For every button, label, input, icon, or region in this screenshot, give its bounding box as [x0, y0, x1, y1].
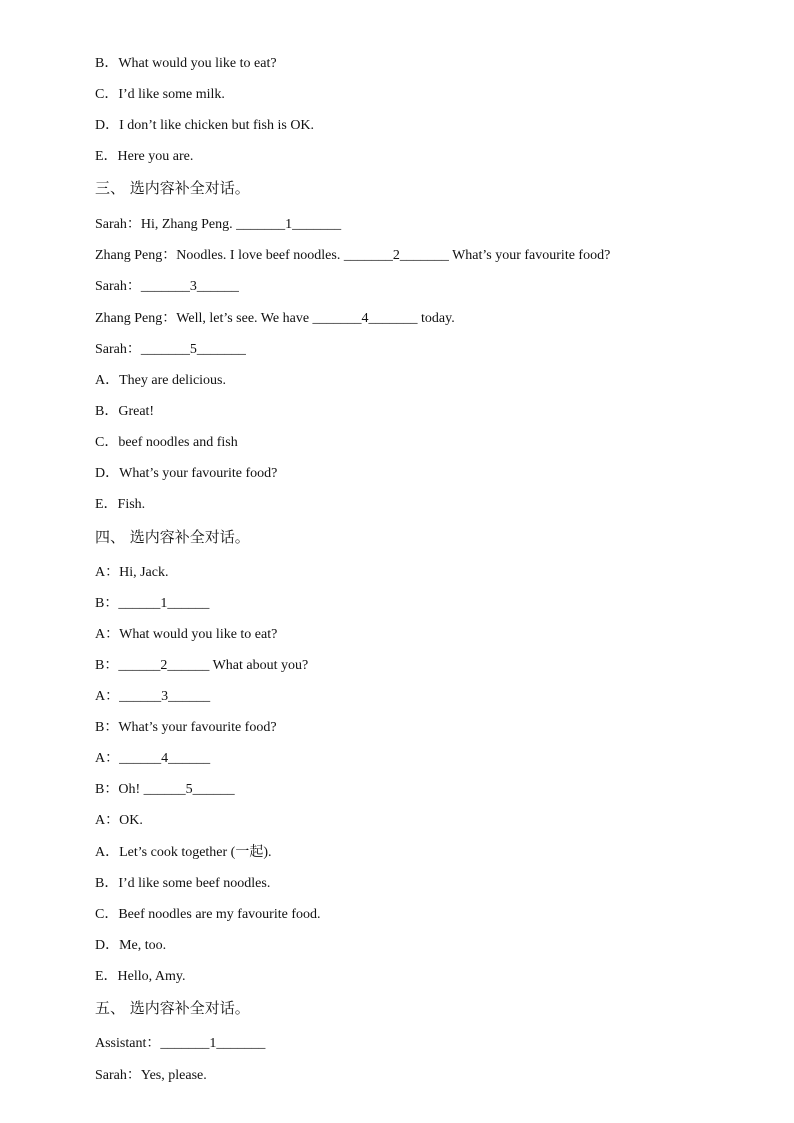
- dialogue-line: A：OK.: [95, 813, 143, 828]
- dialogue-line: B：What’s your favourite food?: [95, 720, 277, 735]
- dialogue-line: B：Oh! ______5______: [95, 782, 235, 797]
- dialogue-line: Zhang Peng：Noodles. I love beef noodles. _______2_______ What’s your favourite food?: [95, 248, 611, 263]
- option-line: A．Let’s cook together (一起).: [95, 845, 272, 860]
- dialogue-line: Assistant：_______1_______: [95, 1036, 266, 1051]
- option-line: D．Me, too.: [95, 938, 167, 953]
- section-heading: 三、 选内容补全对话。: [95, 179, 250, 197]
- option-line: C．Beef noodles are my favourite food.: [95, 907, 321, 922]
- dialogue-line: Sarah：_______3______: [95, 279, 239, 294]
- option-line: E．Fish.: [95, 497, 146, 512]
- dialogue-line: Zhang Peng：Well, let’s see. We have _______4_______ today.: [95, 311, 455, 326]
- section-heading: 五、 选内容补全对话。: [95, 999, 250, 1017]
- dialogue-line: A：What would you like to eat?: [95, 627, 278, 642]
- dialogue-line: A：Hi, Jack.: [95, 565, 169, 580]
- dialogue-line: A：______3______: [95, 689, 211, 704]
- dialogue-line: B：______1______: [95, 596, 210, 611]
- option-line: B．Great!: [95, 404, 155, 419]
- option-line: B．I’d like some beef noodles.: [95, 876, 271, 891]
- option-line: E．Hello, Amy.: [95, 969, 186, 984]
- dialogue-line: Sarah：_______5_______: [95, 342, 246, 357]
- option-line: E．Here you are.: [95, 149, 194, 164]
- option-line: C．I’d like some milk.: [95, 87, 225, 102]
- dialogue-line: A：______4______: [95, 751, 211, 766]
- option-line: C．beef noodles and fish: [95, 435, 238, 450]
- option-line: A．They are delicious.: [95, 373, 227, 388]
- dialogue-line: Sarah：Yes, please.: [95, 1068, 207, 1083]
- dialogue-line: B：______2______ What about you?: [95, 658, 309, 673]
- option-line: D．What’s your favourite food?: [95, 466, 278, 481]
- dialogue-line: Sarah：Hi, Zhang Peng. _______1_______: [95, 217, 342, 232]
- option-line: B．What would you like to eat?: [95, 56, 277, 71]
- section-heading: 四、 选内容补全对话。: [95, 528, 250, 546]
- option-line: D．I don’t like chicken but fish is OK.: [95, 118, 315, 133]
